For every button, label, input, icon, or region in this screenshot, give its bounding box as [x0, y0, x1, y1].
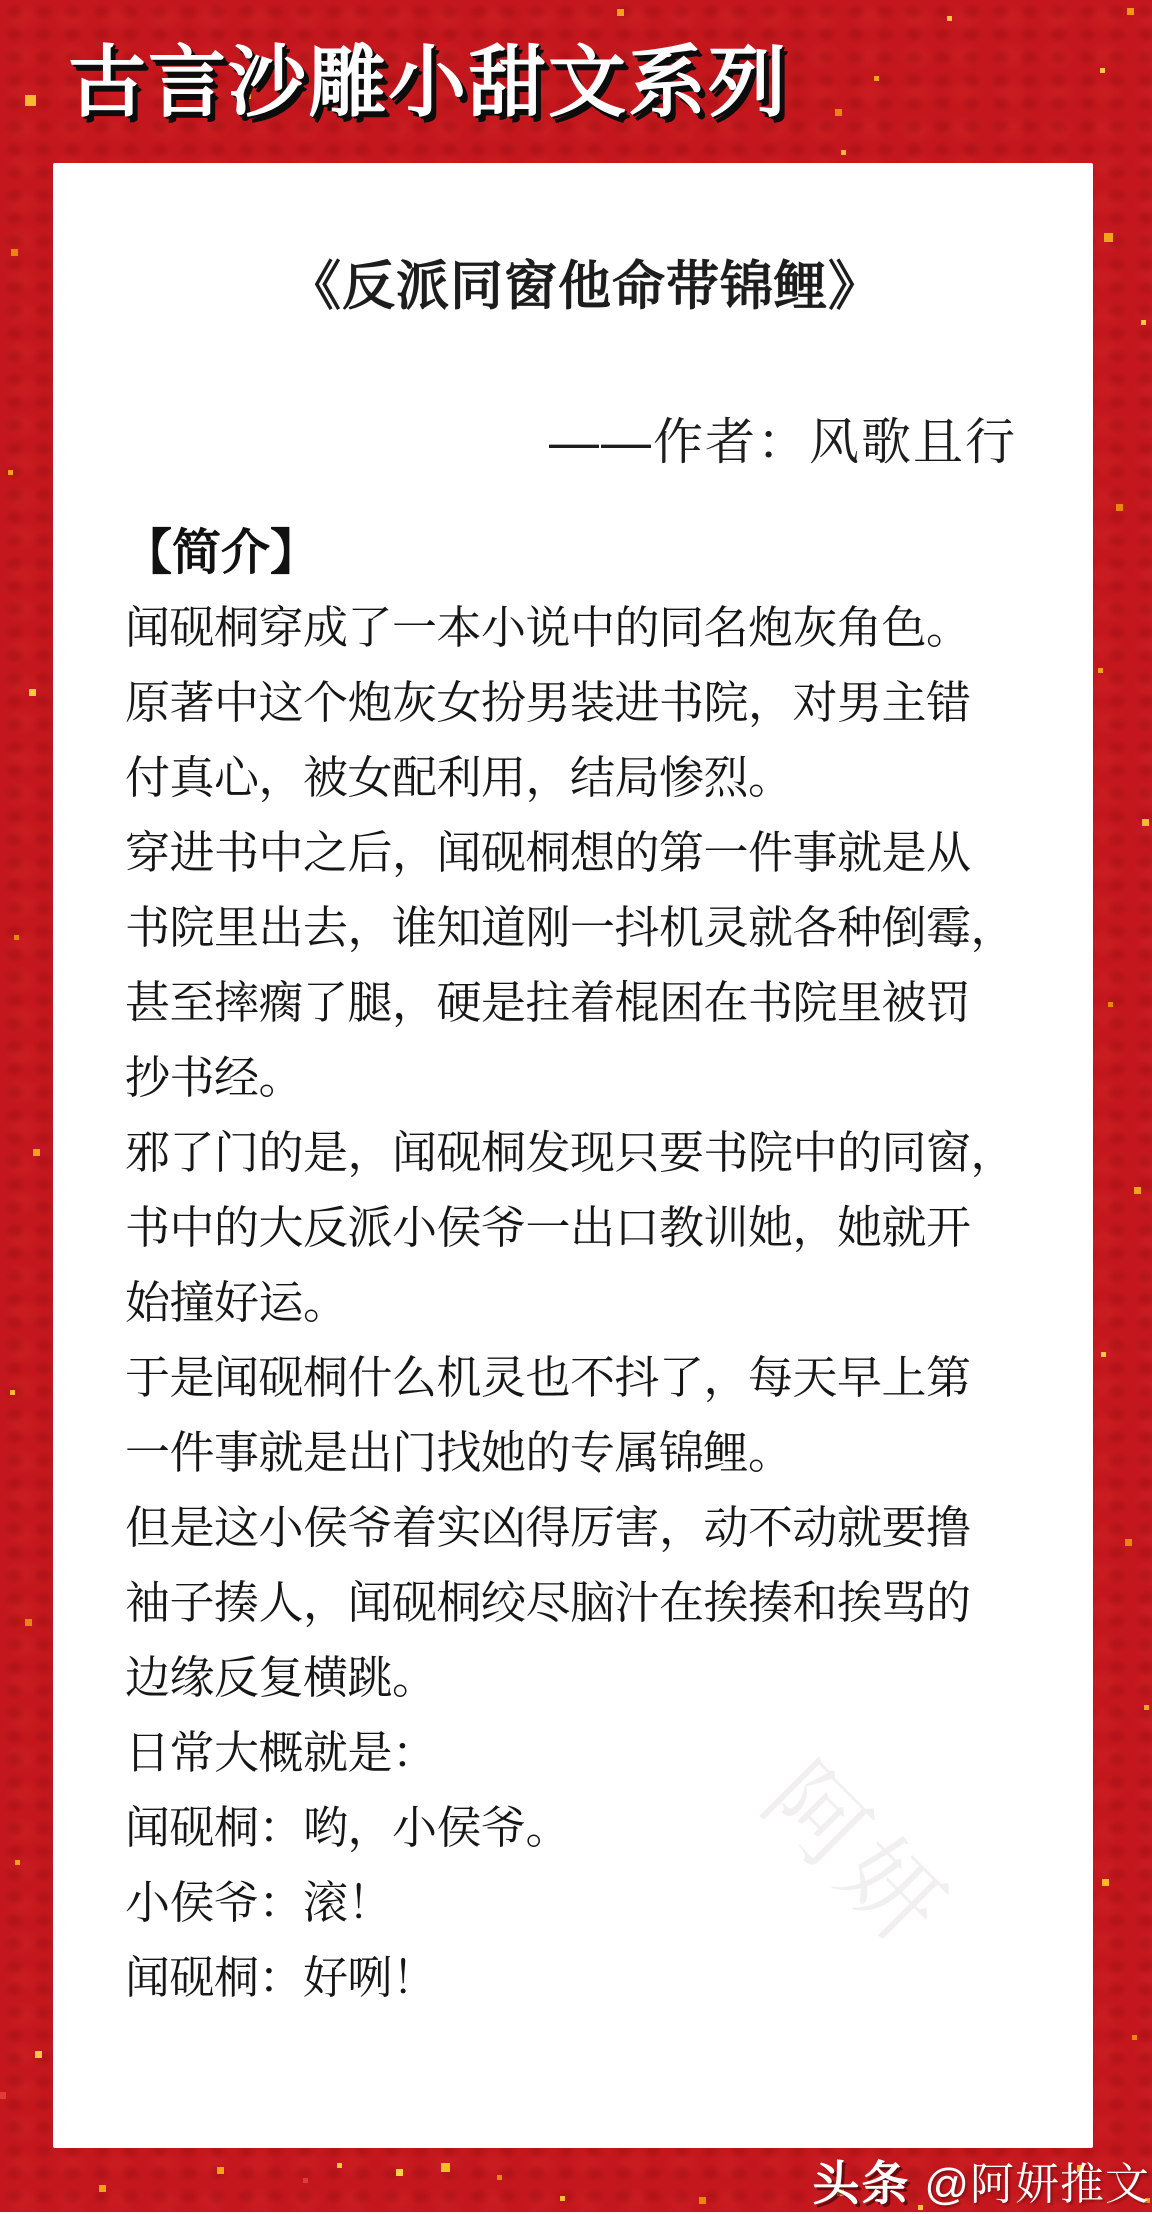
footer-credit — [812, 2148, 1152, 2212]
synopsis-line: 邪了门的是，闻砚桐发现只要书院中的同窗， — [125, 1127, 1016, 1178]
banner-title: 古言沙雕小甜文系列 — [68, 38, 789, 126]
synopsis-line: 书院里出去，谁知道刚一抖机灵就各种倒霉， — [125, 902, 1016, 953]
diagonal-watermark-text: 阿妍 — [743, 1743, 970, 1970]
platform-logo-text: 头条 — [812, 2156, 911, 2210]
synopsis-line: 闻砚桐：好咧！ — [125, 1952, 437, 2003]
synopsis-line: 闻砚桐：哟，小侯爷。 — [125, 1802, 571, 1853]
synopsis-line: 一件事就是出门找她的专属锦鲤。 — [125, 1427, 793, 1478]
synopsis-line: 边缘反复横跳。 — [125, 1652, 437, 1703]
gold-confetti-speckles — [0, 0, 5, 5]
synopsis-line: 小侯爷：滚！ — [125, 1877, 393, 1928]
author-handle-text: @阿妍推文 — [924, 2160, 1150, 2209]
synopsis-line: 书中的大反派小侯爷一出口教训她，她就开 — [125, 1202, 971, 1253]
synopsis-line: 始撞好运。 — [125, 1277, 348, 1328]
synopsis-line: 付真心，被女配利用，结局惨烈。 — [125, 752, 793, 803]
synopsis-section-label: 【简介】 — [123, 526, 320, 580]
synopsis-line: 原著中这个炮灰女扮男装进书院，对男主错 — [125, 677, 971, 728]
synopsis-line: 袖子揍人，闻砚桐绞尽脑汁在挨揍和挨骂的 — [125, 1577, 971, 1628]
author-line: ——作者：风歌且行 — [549, 414, 1017, 470]
content-card — [53, 163, 1093, 2148]
synopsis-line: 闻砚桐穿成了一本小说中的同名炮灰角色。 — [125, 602, 971, 653]
synopsis-line: 甚至摔瘸了腿，硬是拄着棍困在书院里被罚 — [125, 977, 971, 1028]
synopsis-line: 抄书经。 — [125, 1052, 304, 1103]
book-title: 《反派同窗他命带锦鲤》 — [288, 257, 882, 316]
synopsis-line: 日常大概就是： — [125, 1727, 437, 1778]
synopsis-line: 于是闻砚桐什么机灵也不抖了，每天早上第 — [125, 1352, 971, 1403]
synopsis-text-block — [125, 590, 1075, 2015]
synopsis-line: 穿进书中之后，闻砚桐想的第一件事就是从 — [125, 827, 971, 878]
synopsis-line: 但是这小侯爷着实凶得厉害，动不动就要撸 — [125, 1502, 971, 1553]
